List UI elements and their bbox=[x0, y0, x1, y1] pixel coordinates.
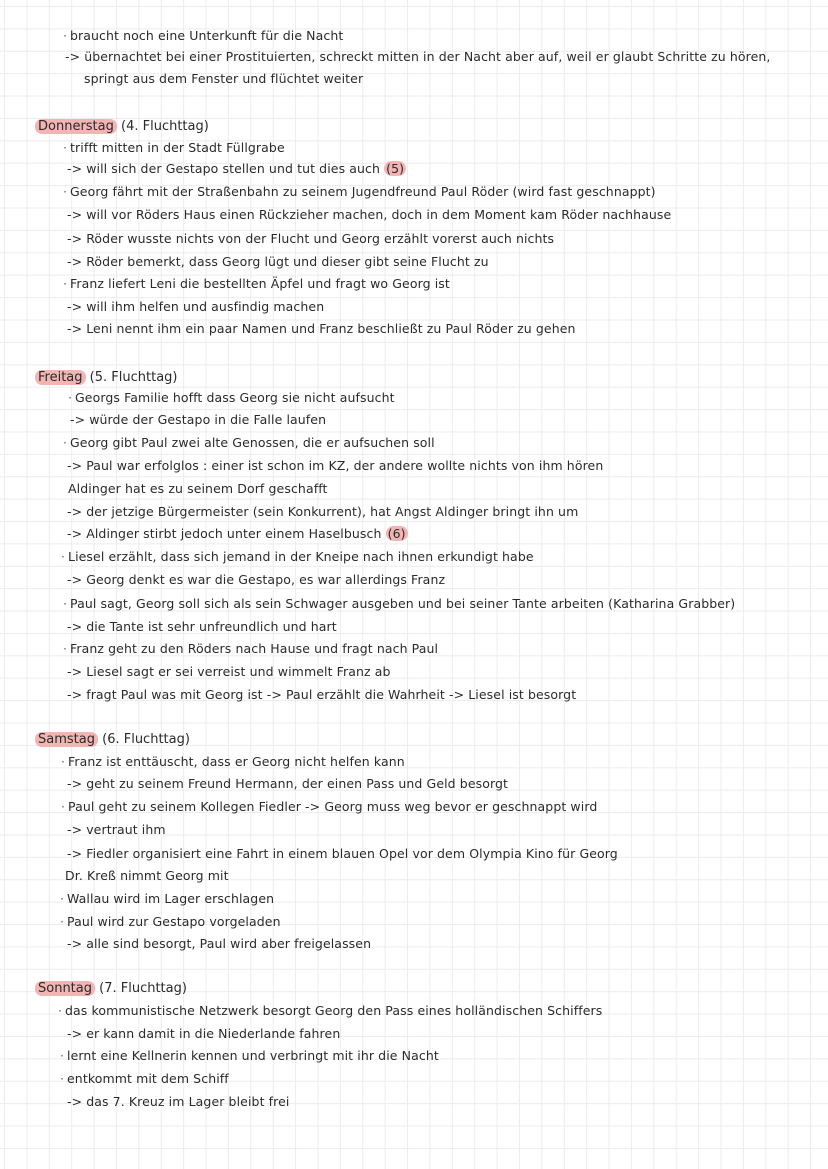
note-text: Fiedler organisiert eine Fahrt in einem blauen Opel vor dem Olympia Kino für Georg bbox=[86, 846, 618, 861]
note-text: Liesel erzählt, dass sich jemand in der Kneipe nach ihnen erkundigt habe bbox=[68, 549, 534, 564]
note-line bbox=[70, 412, 326, 428]
note-line bbox=[67, 321, 576, 337]
note-text: springt aus dem Fenster und flüchtet weiter bbox=[84, 71, 364, 86]
arrow-icon: -> bbox=[67, 231, 83, 246]
note-line bbox=[65, 49, 770, 65]
day-subtitle: (6. Fluchttag) bbox=[102, 732, 190, 747]
note-line bbox=[67, 504, 578, 520]
note-text: die Tante ist sehr unfreundlich und hart bbox=[86, 619, 337, 634]
note-line bbox=[67, 207, 671, 223]
section-heading-freitag bbox=[38, 369, 177, 387]
note-line bbox=[65, 1003, 602, 1019]
arrow-icon: -> bbox=[67, 776, 83, 791]
note-line bbox=[67, 664, 391, 680]
note-line bbox=[67, 891, 274, 907]
arrow-icon: -> bbox=[67, 687, 83, 702]
note-text: trifft mitten in der Stadt Füllgrabe bbox=[70, 140, 285, 155]
note-text: fragt Paul was mit Georg ist -> Paul erzählt die Wahrheit -> Liesel ist besorgt bbox=[86, 687, 577, 702]
note-text: übernachtet bei einer Prostituierten, schreckt mitten in der Nacht aber auf, weil er glaubt Schritte zu hören, bbox=[84, 49, 771, 64]
section-heading-samstag bbox=[38, 731, 190, 749]
arrow-icon: -> bbox=[67, 1026, 83, 1041]
arrow-icon: -> bbox=[65, 49, 81, 64]
note-text: Paul geht zu seinem Kollegen Fiedler -> Georg muss weg bevor er geschnappt wird bbox=[68, 799, 598, 814]
note-text: Wallau wird im Lager erschlagen bbox=[67, 891, 275, 906]
note-line bbox=[67, 299, 324, 315]
note-text: der jetzige Bürgermeister (sein Konkurrent), hat Angst Aldinger bringt ihn um bbox=[86, 504, 579, 519]
note-line bbox=[68, 549, 534, 565]
note-text: Franz liefert Leni die bestellten Äpfel und fragt wo Georg ist bbox=[70, 276, 450, 291]
note-line bbox=[67, 1071, 229, 1087]
note-line bbox=[68, 481, 327, 497]
note-line bbox=[67, 161, 406, 177]
arrow-icon: -> bbox=[67, 458, 83, 473]
note-text: Leni nennt ihm ein paar Namen und Franz beschließt zu Paul Röder zu gehen bbox=[86, 321, 576, 336]
arrow-icon: -> bbox=[67, 822, 83, 837]
arrow-icon: -> bbox=[67, 1094, 83, 1109]
note-text: Röder bemerkt, dass Georg lügt und dieser gibt seine Flucht zu bbox=[86, 254, 489, 269]
arrow-icon: -> bbox=[67, 161, 83, 176]
note-line bbox=[70, 140, 285, 156]
day-subtitle: (4. Fluchttag) bbox=[121, 119, 209, 134]
note-text: will vor Röders Haus einen Rückzieher machen, doch in dem Moment kam Röder nachhause bbox=[86, 207, 672, 222]
note-text: alle sind besorgt, Paul wird aber freigelassen bbox=[86, 936, 372, 951]
note-line bbox=[67, 619, 337, 635]
note-line bbox=[67, 231, 554, 247]
arrow-icon: -> bbox=[67, 254, 83, 269]
note-text: Liesel sagt er sei verreist und wimmelt Franz ab bbox=[86, 664, 391, 679]
note-line bbox=[75, 390, 395, 406]
note-line bbox=[70, 276, 450, 292]
note-line bbox=[68, 799, 597, 815]
arrow-icon: -> bbox=[67, 321, 83, 336]
arrow-icon: -> bbox=[67, 664, 83, 679]
note-text: Aldinger hat es zu seinem Dorf geschafft bbox=[68, 481, 328, 496]
note-text: entkommt mit dem Schiff bbox=[67, 1071, 229, 1086]
day-subtitle: (5. Fluchttag) bbox=[89, 370, 178, 385]
note-line bbox=[67, 572, 445, 588]
day-label: Samstag bbox=[35, 732, 98, 747]
arrow-icon: -> bbox=[67, 504, 83, 519]
day-label: Donnerstag bbox=[35, 119, 117, 134]
note-line bbox=[70, 28, 343, 44]
note-line bbox=[67, 776, 508, 792]
note-line bbox=[68, 754, 405, 770]
note-text: das kommunistische Netzwerk besorgt Georg den Pass eines holländischen Schiffers bbox=[65, 1003, 603, 1018]
note-text: Paul wird zur Gestapo vorgeladen bbox=[67, 914, 281, 929]
section-heading-donnerstag bbox=[38, 118, 209, 136]
note-text: Paul war erfolglos : einer ist schon im KZ, der andere wollte nichts von ihm hören bbox=[86, 458, 604, 473]
note-line bbox=[67, 822, 166, 838]
arrow-icon: -> bbox=[67, 526, 83, 541]
arrow-icon: -> bbox=[67, 619, 83, 634]
arrow-icon: -> bbox=[67, 299, 83, 314]
note-line bbox=[70, 641, 438, 657]
arrow-icon: -> bbox=[70, 412, 86, 427]
note-text: Georg fährt mit der Straßenbahn zu seinem Jugendfreund Paul Röder (wird fast geschnappt) bbox=[70, 184, 656, 199]
note-text: Georgs Familie hofft dass Georg sie nicht aufsucht bbox=[75, 390, 395, 405]
note-line bbox=[67, 914, 281, 930]
note-text: braucht noch eine Unterkunft für die Nacht bbox=[70, 28, 344, 43]
note-text: vertraut ihm bbox=[86, 822, 166, 837]
day-subtitle: (7. Fluchttag) bbox=[99, 981, 187, 996]
note-text: Paul sagt, Georg soll sich als sein Schwager ausgeben und bei seiner Tante arbeiten (Katharina Grabber) bbox=[70, 596, 736, 611]
note-text: Dr. Kreß nimmt Georg mit bbox=[65, 868, 229, 883]
note-line bbox=[67, 458, 603, 474]
day-label: Sonntag bbox=[35, 981, 95, 996]
reference-badge: (5) bbox=[386, 161, 405, 176]
arrow-icon: -> bbox=[67, 572, 83, 587]
arrow-icon: -> bbox=[67, 207, 83, 222]
note-text: Georg denkt es war die Gestapo, es war allerdings Franz bbox=[86, 572, 446, 587]
section-heading-sonntag bbox=[38, 980, 187, 998]
arrow-icon: -> bbox=[67, 936, 83, 951]
note-line bbox=[67, 1048, 439, 1064]
note-text: will ihm helfen und ausfindig machen bbox=[86, 299, 325, 314]
day-label: Freitag bbox=[35, 370, 86, 385]
note-line bbox=[67, 1094, 289, 1110]
note-line bbox=[65, 868, 229, 884]
note-line bbox=[70, 184, 656, 200]
note-text: will sich der Gestapo stellen und tut dies auch bbox=[86, 161, 381, 176]
note-line bbox=[67, 526, 408, 542]
note-text: Georg gibt Paul zwei alte Genossen, die er aufsuchen soll bbox=[70, 435, 435, 450]
note-text: Röder wusste nichts von der Flucht und Georg erzählt vorerst auch nichts bbox=[86, 231, 555, 246]
note-text: Aldinger stirbt jedoch unter einem Haselbusch bbox=[86, 526, 382, 541]
note-line bbox=[67, 846, 618, 862]
note-line bbox=[67, 254, 489, 270]
note-line bbox=[70, 596, 735, 612]
note-line bbox=[67, 1026, 340, 1042]
reference-badge: (6) bbox=[387, 526, 406, 541]
note-text: Franz ist enttäuscht, dass er Georg nicht helfen kann bbox=[68, 754, 405, 769]
note-line bbox=[84, 71, 363, 87]
note-line bbox=[70, 435, 435, 451]
note-line bbox=[67, 687, 576, 703]
note-text: das 7. Kreuz im Lager bleibt frei bbox=[86, 1094, 290, 1109]
note-text: geht zu seinem Freund Hermann, der einen Pass und Geld besorgt bbox=[86, 776, 509, 791]
arrow-icon: -> bbox=[67, 846, 83, 861]
note-text: Franz geht zu den Röders nach Hause und fragt nach Paul bbox=[70, 641, 439, 656]
note-text: lernt eine Kellnerin kennen und verbringt mit ihr die Nacht bbox=[67, 1048, 439, 1063]
note-text: er kann damit in die Niederlande fahren bbox=[86, 1026, 341, 1041]
note-line bbox=[67, 936, 371, 952]
note-text: würde der Gestapo in die Falle laufen bbox=[89, 412, 327, 427]
